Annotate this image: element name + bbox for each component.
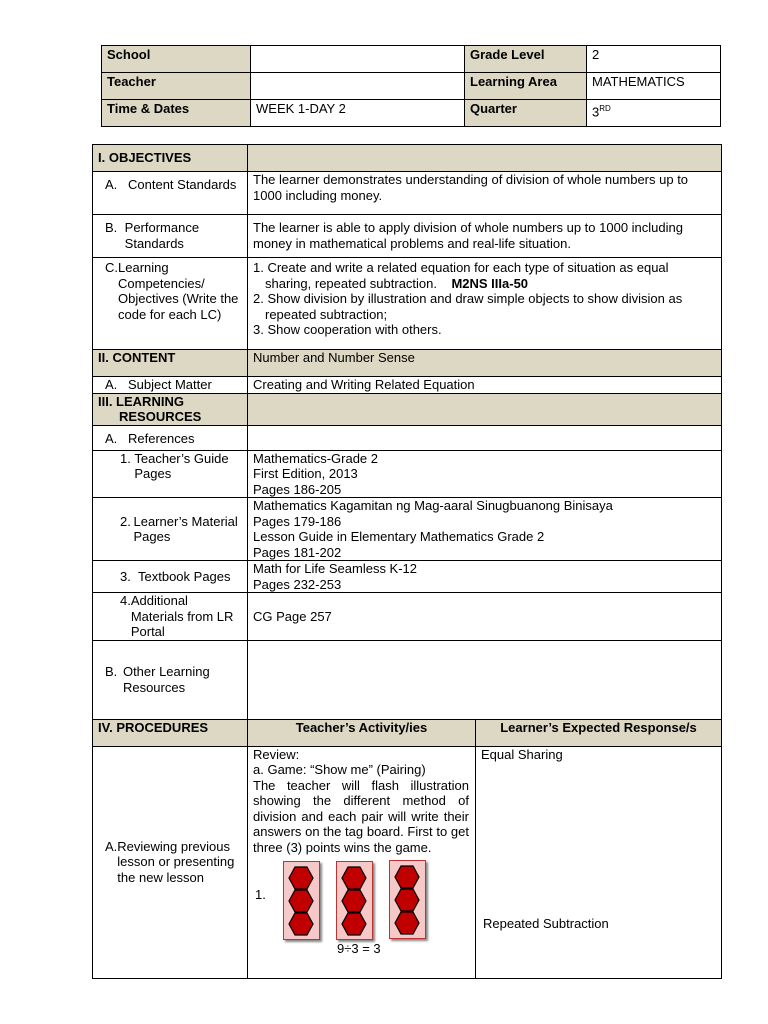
objectives-header-fill: [248, 145, 722, 172]
content-standards-text-label: Content Standards: [128, 177, 237, 192]
school-label: School: [102, 46, 251, 73]
learning-competencies-letter: C.: [105, 260, 118, 275]
references-text-label: References: [128, 430, 195, 446]
response-repeated-subtraction: Repeated Subtraction: [483, 915, 609, 931]
resources-title: [93, 393, 248, 425]
other-resources-text-label: Other Learning Resources: [122, 664, 210, 695]
learning-competencies-label: [93, 258, 248, 350]
hexagon-icon: [394, 865, 420, 889]
game-title: a. Game: “Show me” (Pairing): [253, 762, 426, 777]
hexagon-icon: [394, 888, 420, 912]
references-label: [93, 425, 248, 450]
header-table: [101, 45, 721, 127]
procedures-title: IV. PROCEDURES: [93, 719, 248, 746]
other-resources-letter: B.: [105, 664, 118, 679]
references-letter: A.: [105, 430, 118, 446]
quarter-number: 3: [592, 104, 600, 120]
objectives-title: I. OBJECTIVES: [93, 145, 248, 172]
illustration-item-number: 1.: [255, 887, 266, 902]
performance-standards-label: [93, 215, 248, 258]
school-value: [251, 46, 465, 73]
time-value: WEEK 1-DAY 2: [251, 100, 465, 127]
objectives-header-row: [93, 145, 722, 172]
lm-line-2: Pages 179-186: [253, 513, 342, 529]
learners-material-value: [248, 498, 722, 561]
grade-value: 2: [587, 46, 721, 73]
textbook-value: [248, 561, 722, 593]
hexagon-icon: [341, 912, 367, 936]
quarter-sup: RD: [599, 104, 611, 113]
teachers-guide-value: [248, 450, 722, 498]
grade-label: Grade Level: [465, 46, 587, 73]
game-instructions: The teacher will flash illustration showing the different method of division and each pair will write their answers on the tag board. First to get three (3) points wins the game.: [253, 777, 469, 855]
lm-line-4: Pages 181-202: [253, 544, 342, 560]
content-value: Number and Number Sense: [248, 350, 722, 377]
references-value: [248, 425, 722, 450]
group-card-2: [336, 861, 373, 940]
learners-material-num: 2.: [120, 513, 131, 529]
lm-line-1: Mathematics Kagamitan ng Mag-aaral Sinugbuanong Binisaya: [253, 498, 613, 513]
lc-item-1: 1. Create and write a related equation for each type of situation as equal sharing, repeated subtraction.: [253, 260, 669, 291]
lm-line-3: Lesson Guide in Elementary Mathematics Grade 2: [253, 529, 545, 544]
textbook-num: 3.: [120, 568, 131, 584]
group-card-3: [389, 860, 426, 939]
learner-response-cell: [476, 746, 722, 978]
learner-response-header: Learner’s Expected Response/s: [476, 719, 722, 746]
hexagon-icon: [288, 912, 314, 936]
hexagon-icon: [288, 889, 314, 913]
teachers-guide-text-label: Teacher’s Guide Pages: [134, 450, 229, 481]
teachers-guide-label: [93, 450, 248, 498]
tg-line-3: Pages 186-205: [253, 481, 342, 497]
learners-material-label: [93, 498, 248, 561]
resources-header-fill: [248, 393, 722, 425]
learning-competencies-text-label: Learning Competencies/ Objectives (Write the code for each LC): [118, 260, 239, 322]
content-standards-label: [93, 172, 248, 215]
tb-line-1: Math for Life Seamless K-12: [253, 561, 418, 576]
hexagon-icon: [341, 889, 367, 913]
textbook-label: [93, 561, 248, 593]
teachers-guide-num: 1.: [120, 450, 131, 466]
reviewing-lesson-label: [93, 746, 248, 978]
division-illustration: [253, 855, 469, 955]
teacher-activity-header: Teacher’s Activity/ies: [248, 719, 476, 746]
additional-materials-value: CG Page 257: [248, 593, 722, 641]
lc-code: M2NS IIIa-50: [451, 275, 529, 291]
area-value: MATHEMATICS: [587, 73, 721, 100]
subject-matter-value: Creating and Writing Related Equation: [248, 377, 722, 394]
review-label: Review:: [253, 746, 300, 762]
subject-matter-letter: A.: [105, 377, 118, 392]
additional-materials-text-label: Additional Materials from LR Portal: [130, 593, 234, 639]
teacher-value: [251, 73, 465, 100]
lc-item-2: 2. Show division by illustration and draw simple objects to show division as repeated subtraction;: [253, 291, 683, 322]
teacher-activity-cell: [248, 746, 476, 978]
reviewing-lesson-letter: A.: [105, 838, 118, 854]
response-equal-sharing: Equal Sharing: [481, 746, 563, 762]
textbook-text-label: Textbook Pages: [138, 568, 231, 584]
procedures-header-row: [93, 719, 722, 746]
performance-standards-text-label: Performance Standards: [124, 220, 200, 251]
other-resources-value: [248, 640, 722, 719]
subject-matter-text-label: Subject Matter: [128, 377, 212, 392]
content-header-row: [93, 350, 722, 377]
lc-item-3: 3. Show cooperation with others.: [253, 322, 442, 337]
content-title: II. CONTENT: [93, 350, 248, 377]
lesson-plan-table: [92, 144, 722, 979]
additional-materials-num: 4.: [120, 593, 131, 608]
hexagon-icon: [394, 911, 420, 935]
performance-standards-text: The learner is able to apply division of whole numbers up to 1000 including money in mathematical problems and real-life situation.: [248, 215, 722, 258]
division-equation: 9÷3 = 3: [337, 941, 381, 956]
reviewing-lesson-text-label: Reviewing previous lesson or presenting the new lesson: [117, 838, 235, 885]
quarter-value: [587, 100, 721, 127]
other-resources-label: [93, 640, 248, 719]
content-standards-text: The learner demonstrates understanding of division of whole numbers up to 1000 including money.: [248, 172, 722, 215]
additional-materials-label: [93, 593, 248, 641]
tg-line-1: Mathematics-Grade 2: [253, 450, 378, 466]
area-label: Learning Area: [465, 73, 587, 100]
group-card-1: [283, 861, 320, 940]
hexagon-icon: [341, 866, 367, 890]
subject-matter-label: [93, 377, 248, 394]
tb-line-2: Pages 232-253: [253, 576, 342, 592]
content-standards-letter: A.: [105, 177, 118, 192]
learners-material-text-label: Learner’s Material Pages: [133, 513, 238, 544]
resources-header-row: [93, 393, 722, 425]
quarter-label: Quarter: [465, 100, 587, 127]
teacher-label: Teacher: [102, 73, 251, 100]
hexagon-icon: [288, 866, 314, 890]
resources-title-text: III. LEARNING RESOURCES: [98, 393, 202, 424]
tg-line-2: First Edition, 2013: [253, 466, 358, 481]
time-label: Time & Dates: [102, 100, 251, 127]
performance-standards-letter: B.: [105, 220, 118, 235]
learning-competencies-text: [248, 258, 722, 350]
